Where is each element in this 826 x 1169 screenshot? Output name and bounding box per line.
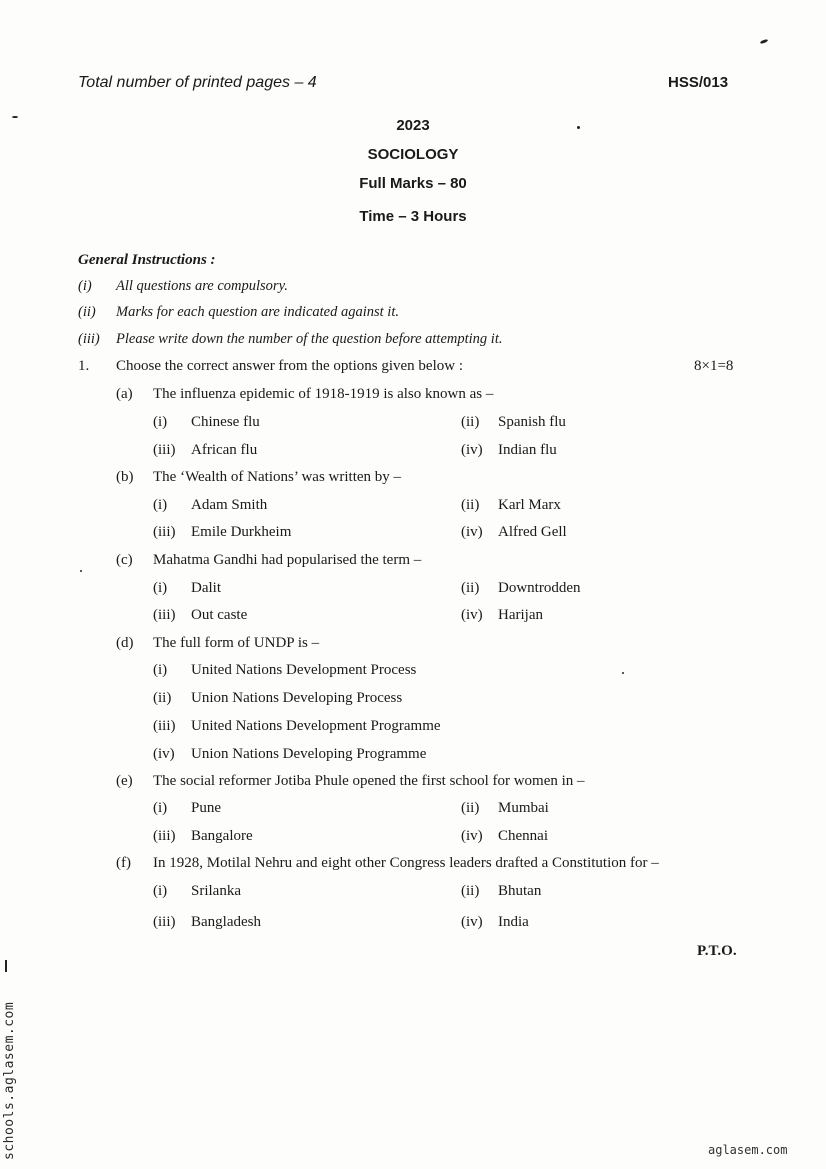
option-text: United Nations Development Programme bbox=[191, 718, 441, 734]
part-text: The ‘Wealth of Nations’ was written by – bbox=[153, 469, 402, 485]
part-text: In 1928, Motilal Nehru and eight other Congress leaders drafted a Constitution for – bbox=[153, 855, 659, 871]
option-num: (i) bbox=[153, 497, 168, 513]
option-num: (iii) bbox=[153, 914, 176, 930]
option-text: Mumbai bbox=[498, 800, 549, 816]
option-text: Bhutan bbox=[498, 883, 542, 899]
option-text: Srilanka bbox=[191, 883, 241, 899]
part-text: The full form of UNDP is – bbox=[153, 635, 320, 651]
option-num: (ii) bbox=[461, 800, 480, 816]
option-text: Bangladesh bbox=[191, 914, 261, 930]
option-num: (i) bbox=[153, 414, 168, 430]
option-text: United Nations Development Process bbox=[191, 662, 417, 678]
option-text: Union Nations Developing Programme bbox=[191, 746, 427, 762]
printed-pages-note: Total number of printed pages – 4 bbox=[78, 74, 317, 91]
option-text: Harijan bbox=[498, 607, 543, 623]
scan-speck bbox=[5, 960, 7, 972]
option-text: Karl Marx bbox=[498, 497, 561, 513]
part-label: (a) bbox=[116, 386, 133, 402]
option-text: Bangalore bbox=[191, 828, 253, 844]
option-text: India bbox=[498, 914, 529, 930]
pto-label: P.T.O. bbox=[697, 943, 737, 959]
option-text: Emile Durkheim bbox=[191, 524, 292, 540]
instruction-num: (i) bbox=[78, 278, 92, 294]
instructions-title: General Instructions : bbox=[78, 252, 216, 268]
option-num: (ii) bbox=[461, 883, 480, 899]
option-text: Dalit bbox=[191, 580, 221, 596]
option-text: Adam Smith bbox=[191, 497, 268, 513]
option-num: (iv) bbox=[461, 524, 483, 540]
part-label: (d) bbox=[116, 635, 134, 651]
option-num: (ii) bbox=[461, 414, 480, 430]
full-marks: Full Marks – 80 bbox=[359, 175, 467, 192]
scan-speck bbox=[577, 126, 580, 129]
option-num: (i) bbox=[153, 883, 168, 899]
part-text: The influenza epidemic of 1918-1919 is also known as – bbox=[153, 386, 494, 402]
instruction-text: Please write down the number of the question before attempting it. bbox=[116, 331, 503, 347]
option-text: Downtrodden bbox=[498, 580, 581, 596]
side-watermark: schools.aglasem.com bbox=[2, 1001, 17, 1160]
exam-year: 2023 bbox=[396, 117, 430, 134]
instruction-num: (iii) bbox=[78, 331, 100, 347]
option-num: (i) bbox=[153, 800, 168, 816]
option-text: Out caste bbox=[191, 607, 248, 623]
instruction-num: (ii) bbox=[78, 304, 96, 320]
option-text: Pune bbox=[191, 800, 221, 816]
option-text: Union Nations Developing Process bbox=[191, 690, 403, 706]
question-marks: 8×1=8 bbox=[694, 358, 734, 374]
option-num: (iv) bbox=[461, 607, 483, 623]
scan-speck bbox=[760, 39, 769, 45]
option-text: Alfred Gell bbox=[498, 524, 567, 540]
option-num: (iii) bbox=[153, 442, 176, 458]
scan-speck bbox=[12, 116, 18, 118]
option-num: (ii) bbox=[461, 580, 480, 596]
option-num: (iv) bbox=[153, 746, 175, 762]
option-text: Chennai bbox=[498, 828, 548, 844]
exam-subject: SOCIOLOGY bbox=[367, 146, 459, 163]
option-text: Indian flu bbox=[498, 442, 557, 458]
part-label: (c) bbox=[116, 552, 133, 568]
question-text: Choose the correct answer from the options given below : bbox=[116, 358, 463, 374]
option-num: (ii) bbox=[461, 497, 480, 513]
part-text: The social reformer Jotiba Phule opened the first school for women in – bbox=[153, 773, 585, 789]
option-num: (ii) bbox=[153, 690, 172, 706]
question-number: 1. bbox=[78, 358, 90, 374]
scan-speck bbox=[80, 570, 82, 572]
option-text: African flu bbox=[191, 442, 258, 458]
option-num: (iii) bbox=[153, 524, 176, 540]
option-text: Chinese flu bbox=[191, 414, 260, 430]
part-label: (b) bbox=[116, 469, 134, 485]
option-num: (iii) bbox=[153, 607, 176, 623]
instruction-text: Marks for each question are indicated against it. bbox=[116, 304, 399, 320]
option-num: (iii) bbox=[153, 718, 176, 734]
option-num: (iii) bbox=[153, 828, 176, 844]
option-num: (iv) bbox=[461, 442, 483, 458]
bottom-watermark: aglasem.com bbox=[708, 1143, 788, 1157]
option-text: Spanish flu bbox=[498, 414, 566, 430]
option-num: (iv) bbox=[461, 914, 483, 930]
option-num: (i) bbox=[153, 662, 168, 678]
part-text: Mahatma Gandhi had popularised the term – bbox=[153, 552, 422, 568]
scan-speck bbox=[622, 672, 624, 674]
part-label: (f) bbox=[116, 855, 131, 871]
part-label: (e) bbox=[116, 773, 133, 789]
paper-code: HSS/013 bbox=[668, 74, 729, 91]
exam-time: Time – 3 Hours bbox=[359, 208, 467, 225]
option-num: (i) bbox=[153, 580, 168, 596]
instruction-text: All questions are compulsory. bbox=[116, 278, 288, 294]
option-num: (iv) bbox=[461, 828, 483, 844]
